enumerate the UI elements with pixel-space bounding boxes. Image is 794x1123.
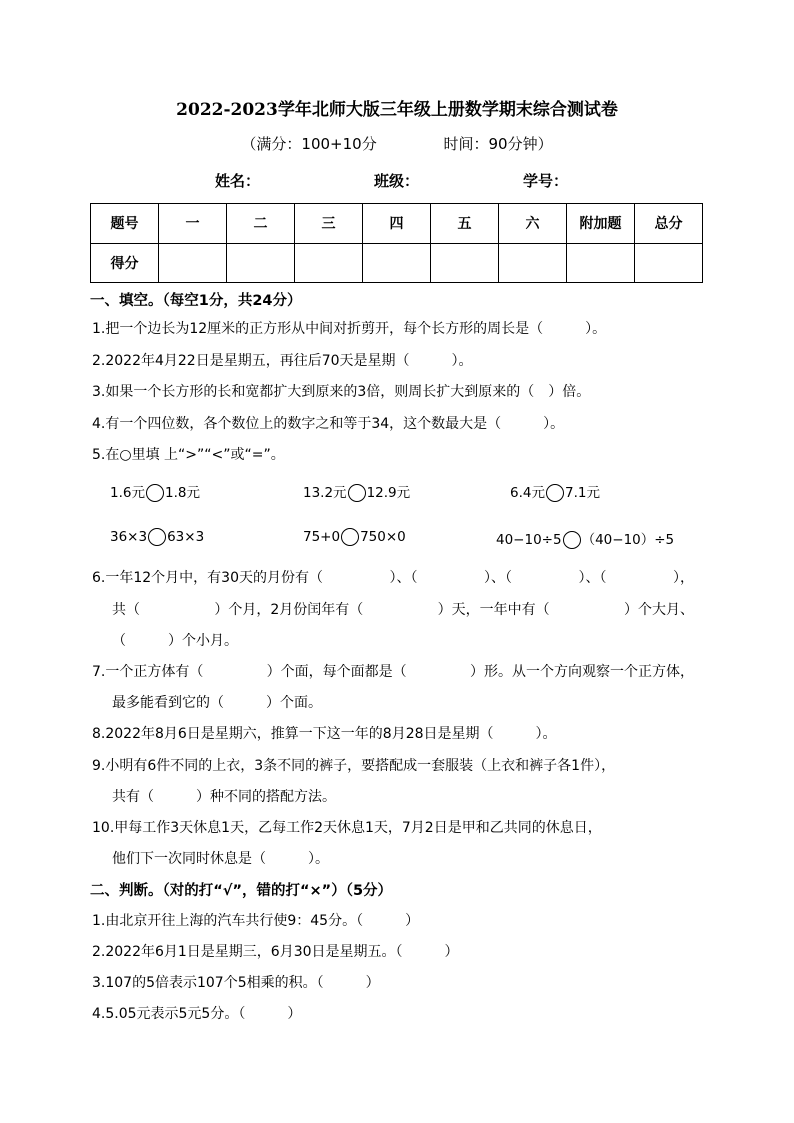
question-1-8: 8.2022年8月6日是星期六，推算一下这一年的8月28日是星期（ ）。	[92, 726, 557, 742]
compare-circle[interactable]	[146, 484, 164, 502]
compare-right: 7.1元	[564, 485, 600, 501]
name-label: 姓名：	[215, 172, 261, 190]
text-part: 共（	[112, 602, 140, 618]
score-cell[interactable]	[431, 243, 499, 283]
question-1-9-line-1: 9.小明有6件不同的上衣，3条不同的裤子，要搭配成一套服装（上衣和裤子各1件），	[92, 758, 616, 774]
text-part: ）、（	[578, 570, 607, 586]
compare-item	[510, 481, 600, 502]
full-score: （满分：100+10分	[241, 135, 377, 153]
question-2-2: 2.2022年6月1日是星期三，6月30日是星期五。（ ）	[92, 944, 459, 960]
score-cell[interactable]	[499, 243, 567, 283]
score-cell[interactable]	[635, 243, 703, 283]
question-1-10-line-1: 10.甲每工作3天休息1天，乙每工作2天休息1天，7月2日是甲和乙共同的休息日，	[92, 820, 602, 836]
header-cell: 一	[159, 204, 227, 244]
section-1-title: 一、填空。（每空1分，共24分）	[90, 293, 302, 309]
score-table-score-row	[91, 243, 703, 283]
question-1-1: 1.把一个边长为12厘米的正方形从中间对折剪开，每个长方形的周长是（ ）。	[92, 321, 607, 337]
compare-left: 36×3	[110, 529, 148, 545]
question-1-3: 3.如果一个长方形的长和宽都扩大到原来的3倍，则周长扩大到原来的（ ）倍。	[92, 384, 591, 400]
text-part: ），	[673, 570, 694, 586]
exam-title: 2022-2023学年北师大版三年级上册数学期末综合测试卷	[176, 100, 618, 120]
text-part: 7.一个正方体有（	[92, 664, 204, 680]
question-2-3: 3.107的5倍表示107个5相乘的积。（ ）	[92, 975, 380, 991]
header-cell: 总分	[635, 204, 703, 244]
score-table	[90, 203, 703, 283]
question-2-1: 1.由北京开往上海的汽车共行使9：45分。（ ）	[92, 913, 420, 929]
score-table-header-row	[91, 204, 703, 244]
header-cell: 五	[431, 204, 499, 244]
compare-item	[303, 528, 406, 546]
compare-left: 13.2元	[303, 485, 347, 501]
question-1-6-line-2	[112, 599, 694, 619]
text-part: ）形。从一个方向观察一个正方体，	[469, 664, 694, 680]
question-1-2: 2.2022年4月22日是星期五，再往后70天是星期（ ）。	[92, 353, 473, 369]
score-cell[interactable]	[227, 243, 295, 283]
header-cell: 二	[227, 204, 295, 244]
compare-item	[496, 528, 674, 549]
text-part: ）个大月、	[624, 602, 694, 618]
score-cell[interactable]	[363, 243, 431, 283]
question-1-6-line-1	[92, 567, 694, 587]
compare-right: 750×0	[360, 529, 406, 545]
compare-right: （40−10）÷5	[581, 532, 675, 548]
header-cell: 附加题	[567, 204, 635, 244]
row-label: 得分	[91, 243, 159, 283]
section-2-title: 二、判断。（对的打“√”，错的打“×”）（5分）	[90, 883, 393, 899]
question-1-9-line-2: 共有（ ）种不同的搭配方法。	[112, 789, 336, 805]
header-cell: 四	[363, 204, 431, 244]
compare-right: 1.8元	[164, 485, 200, 501]
compare-circle[interactable]	[546, 484, 564, 502]
header-cell: 六	[499, 204, 567, 244]
exam-info	[0, 133, 794, 154]
class-label: 班级：	[374, 172, 420, 190]
text-part: ）个月，2月份闰年有（	[214, 602, 364, 618]
compare-item	[110, 528, 204, 546]
text-part: ）、（	[484, 570, 512, 586]
question-1-7-line-2: 最多能看到它的（ ）个面。	[112, 695, 322, 711]
student-id-label: 学号：	[523, 172, 569, 190]
compare-left: 75+0	[303, 529, 341, 545]
question-1-5: 5.在○里填 上“>”“<”或“=”。	[92, 447, 285, 463]
compare-circle[interactable]	[348, 484, 366, 502]
compare-left: 6.4元	[510, 485, 545, 501]
question-2-4: 4.5.05元表示5元5分。（ ）	[92, 1006, 302, 1022]
question-1-7-line-1	[92, 661, 694, 681]
compare-item	[110, 481, 200, 502]
question-1-10-line-2: 他们下一次同时休息是（ ）。	[112, 851, 329, 867]
compare-left: 40−10÷5	[496, 532, 562, 548]
compare-circle[interactable]	[148, 528, 166, 546]
score-cell[interactable]	[295, 243, 363, 283]
header-cell: 三	[295, 204, 363, 244]
text-part: 6.一年12个月中，有30天的月份有（	[92, 570, 323, 586]
score-cell[interactable]	[567, 243, 635, 283]
text-part: ）个面，每个面都是（	[266, 664, 407, 680]
compare-circle[interactable]	[341, 528, 359, 546]
text-part: ）、（	[389, 570, 418, 586]
compare-left: 1.6元	[110, 485, 145, 501]
header-cell: 题号	[91, 204, 159, 244]
question-1-6-line-3: （ ）个小月。	[112, 633, 238, 649]
compare-right: 12.9元	[366, 485, 411, 501]
score-cell[interactable]	[159, 243, 227, 283]
question-1-4: 4.有一个四位数，各个数位上的数字之和等于34，这个数最大是（ ）。	[92, 416, 565, 432]
compare-right: 63×3	[167, 529, 205, 545]
compare-circle[interactable]	[563, 531, 581, 549]
time-limit: 时间：90分钟）	[443, 135, 553, 153]
text-part: ）天，一年中有（	[437, 602, 550, 618]
compare-item	[303, 481, 410, 502]
